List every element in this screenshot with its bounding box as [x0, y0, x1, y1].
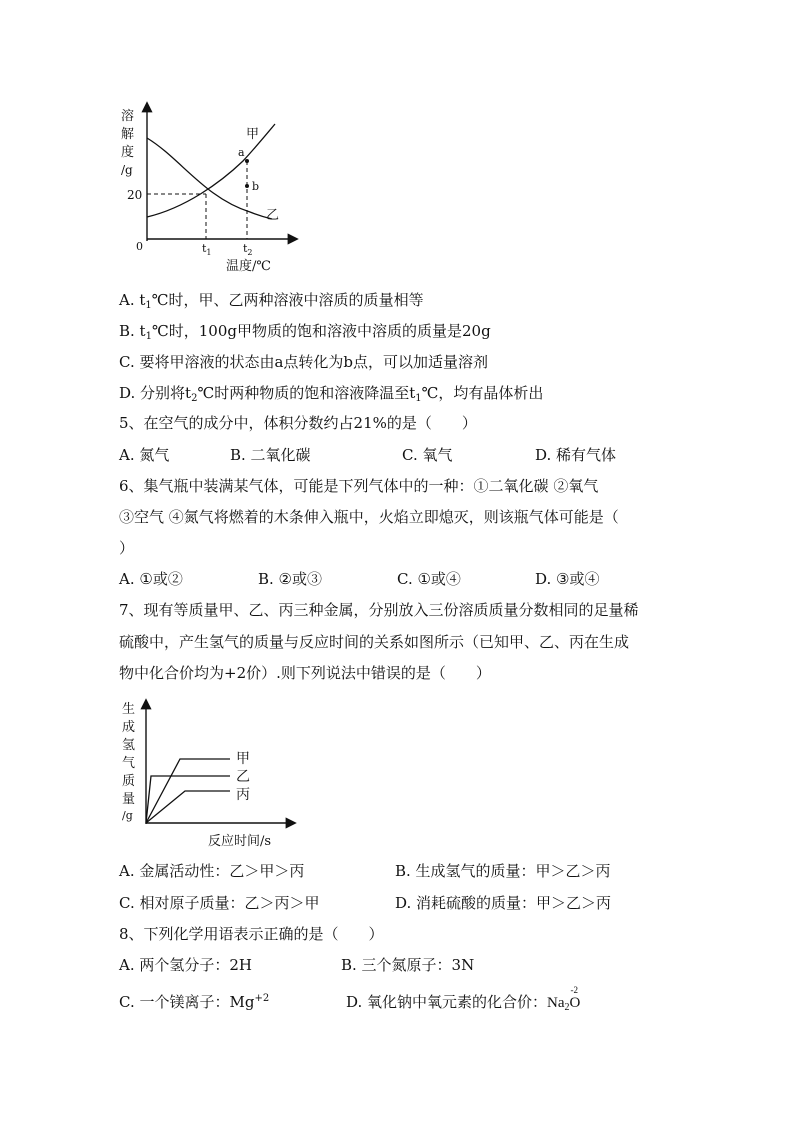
point-b-label: b: [252, 180, 260, 193]
y-label-char: 生: [122, 702, 136, 717]
valence-mark: -2: [570, 985, 579, 995]
t2-label: $t_2$: [243, 242, 253, 257]
q5-option-a: A. 氮气: [119, 446, 170, 464]
q5-option-b: B. 二氧化碳: [230, 446, 311, 464]
q4-option-c: C. 要将甲溶液的状态由a点转化为b点，可以加适量溶剂: [119, 353, 489, 371]
line-bing: [146, 791, 230, 823]
label-jia: 甲: [236, 751, 250, 767]
q7-stem-line2: 硫酸中，产生氢气的质量与反应时间的关系如图所示（已知甲、乙、丙在生成: [119, 633, 630, 651]
q6-stem-line3: ）: [119, 539, 135, 557]
y-label-char: 量: [122, 792, 136, 807]
y-label-char: 解: [121, 127, 135, 142]
y-label-char: 度: [121, 145, 135, 160]
q5-option-d: D. 稀有气体: [535, 446, 617, 464]
q4-option-b: B. $t_1℃$时，100g甲物质的饱和溶液中溶质的质量是20g: [119, 322, 491, 342]
q8-option-c: C. 一个镁离子：$Mg^{+2}$: [119, 993, 270, 1011]
q6-stem-line1: 6、集气瓶中装满某气体，可能是下列气体中的一种：①二氧化碳 ②氧气: [119, 477, 599, 495]
label-yi: 乙: [236, 769, 250, 785]
q7-option-c: C. 相对原子质量：乙＞丙＞甲: [119, 894, 320, 912]
point-a: [245, 159, 249, 163]
hydrogen-figure: [110, 695, 310, 855]
y-label-char: 质: [122, 774, 136, 789]
q8-option-a: A. 两个氢分子：2H: [119, 956, 252, 974]
y-label-char: 氢: [122, 738, 136, 753]
origin-label: 0: [136, 240, 143, 253]
q7-option-a: A. 金属活动性：乙＞甲＞丙: [119, 862, 305, 880]
solubility-figure: [110, 98, 310, 278]
q6-option-b: B. ②或③: [258, 570, 323, 588]
series-jia-label: 甲: [246, 127, 260, 142]
x-axis-label: 反应时间/s: [208, 834, 272, 849]
q6-option-a: A. ①或②: [119, 570, 183, 588]
q7-option-b: B. 生成氢气的质量：甲＞乙＞丙: [395, 862, 611, 880]
q6-stem-line2: ③空气 ④氮气将燃着的木条伸入瓶中，火焰立即熄灭，则该瓶气体可能是（: [119, 508, 619, 526]
q6-option-c: C. ①或④: [397, 570, 461, 588]
q8-stem: 8、下列化学用语表示正确的是（ ）: [119, 925, 384, 943]
y-label-char: /g: [122, 809, 133, 822]
y-label-char: 溶: [121, 109, 135, 124]
y-label-char: /g: [121, 163, 133, 177]
x-axis-label: 温度/℃: [226, 259, 271, 274]
y-label-char: 气: [122, 756, 136, 771]
series-yi-label: 乙: [266, 208, 280, 223]
q7-option-d: D. 消耗硫酸的质量：甲＞乙＞丙: [395, 894, 612, 912]
label-bing: 丙: [236, 787, 250, 803]
q8-option-b: B. 三个氮原子：3N: [341, 956, 475, 974]
y-tick-20: 20: [127, 188, 143, 202]
q4-option-d: D. 分别将$t_2℃$时两种物质的饱和溶液降温至$t_1℃$，均有晶体析出: [119, 384, 544, 404]
point-b: [245, 184, 249, 188]
q5-stem: 5、在空气的成分中，体积分数约占21%的是（ ）: [119, 414, 477, 432]
q8-option-d: D. 氧化钠中氧元素的化合价：$Na_2$ -2 O: [346, 992, 580, 1013]
q4-option-a: A. $t_1℃$时，甲、乙两种溶液中溶质的质量相等: [119, 291, 424, 311]
q6-option-d: D. ③或④: [535, 570, 600, 588]
q7-stem-line1: 7、现有等质量甲、乙、丙三种金属，分别放入三份溶质质量分数相同的足量稀: [119, 601, 639, 619]
q5-option-c: C. 氧气: [402, 446, 453, 464]
q7-stem-line3: 物中化合价均为+2价）.则下列说法中错误的是（ ）: [119, 664, 491, 682]
t1-label: $t_1$: [202, 242, 212, 257]
point-a-label: a: [238, 146, 245, 159]
y-label-char: 成: [122, 720, 136, 735]
sodium-oxide-formula: $Na_2$ -2 O: [547, 995, 580, 1011]
